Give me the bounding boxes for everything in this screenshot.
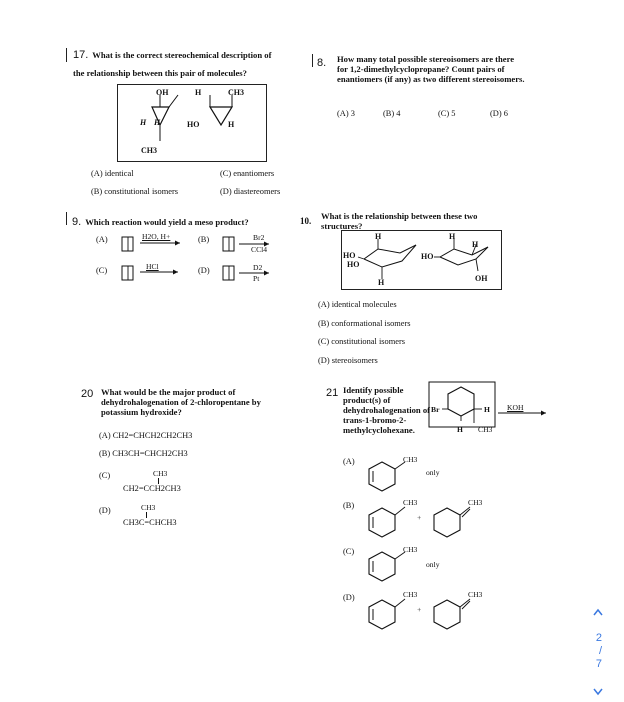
margin-mark [66, 48, 67, 62]
only-label: only [426, 468, 440, 477]
label-h: H [449, 232, 456, 241]
label-h: H [140, 118, 147, 127]
option-d[interactable]: (D) [343, 593, 355, 602]
question-17 [73, 45, 283, 81]
question-17-number: 17. [73, 49, 89, 61]
label-h: H [375, 232, 382, 241]
option-a[interactable]: (A) identical molecules [318, 300, 397, 309]
label-ch3: CH3 [478, 425, 493, 434]
question-10-number: 10. [300, 216, 312, 226]
label-h: H [228, 120, 235, 129]
label-ch3: CH3 [141, 146, 157, 155]
current-page: 2 [595, 632, 602, 644]
only-label: only [426, 560, 440, 569]
option-d[interactable]: (D) 6 [490, 109, 508, 118]
label-ho: HO [187, 120, 200, 129]
option-a[interactable]: (A) [343, 457, 355, 466]
option-b[interactable]: (B) 4 [383, 109, 401, 118]
option-a[interactable]: (A) 3 [337, 109, 355, 118]
page-separator: / [598, 645, 602, 657]
label-ho: HO [343, 251, 356, 260]
option-d[interactable]: (D) diastereomers [220, 187, 281, 196]
label-h: H [484, 405, 490, 414]
option-b[interactable]: (B) conformational isomers [318, 319, 411, 328]
option-c[interactable]: (C) 5 [438, 109, 456, 118]
label-oh: OH [156, 88, 169, 97]
label-ho: HO [347, 260, 360, 269]
option-b[interactable]: (B) [198, 235, 210, 244]
option-b[interactable]: (B) constitutional isomers [91, 187, 178, 196]
methyl-label: CH3 [403, 455, 418, 464]
option-c[interactable]: (C) constitutional isomers [318, 337, 405, 346]
margin-mark [312, 54, 313, 67]
total-pages: 7 [595, 658, 602, 670]
option-c[interactable]: (C) [343, 547, 355, 556]
option-b[interactable]: (B) CH3CH=CHCH2CH3 [99, 449, 188, 458]
question-20-number: 20 [81, 388, 94, 400]
label-oh: OH [475, 274, 488, 283]
question-20-text: What would be the major product of dehydrohalogenation of 2-chloropentane by potassium hydroxide? [101, 387, 261, 417]
option-c[interactable]: (C) [99, 471, 111, 480]
option-d-methyl: CH3 [141, 503, 156, 512]
margin-mark [66, 212, 67, 225]
option-c-formula: CH2=CCH2CH3 [123, 484, 181, 493]
label-ch3: CH3 [228, 88, 244, 97]
question-19-number: 9. [72, 216, 82, 228]
option-a[interactable]: (A) identical [91, 169, 134, 178]
reagent-d-bottom: Pt [253, 274, 260, 283]
methyl-label: CH3 [403, 590, 418, 599]
reaction-d [221, 262, 273, 284]
question-21-number: 21 [326, 387, 339, 399]
option-d-formula: CH3C=CHCH3 [123, 518, 177, 527]
plus-sign: + [417, 605, 422, 614]
label-h: H [472, 240, 479, 249]
question-19-text: Which reaction would yield a meso product? [85, 217, 249, 227]
label-ho: HO [421, 252, 434, 261]
label-h: H [154, 118, 161, 127]
q21-reaction-scheme [428, 381, 558, 441]
question-10-text: What is the relationship between these two structures? [321, 211, 478, 231]
question-17-text: What is the correct stereochemical description of the relationship between this pair of molecules? [73, 50, 272, 78]
page-up-button[interactable] [592, 604, 604, 620]
reagent-d-top: D2 [253, 263, 263, 272]
chevron-down-icon [592, 687, 604, 697]
plus-sign: + [417, 513, 422, 522]
reagent-koh: KOH [507, 403, 524, 412]
reagent-b-bottom: CCl4 [251, 245, 268, 254]
option-a[interactable]: (A) CH2=CHCH2CH2CH3 [99, 431, 193, 440]
label-h: H [195, 88, 202, 97]
methylene-label: CH3 [468, 498, 483, 507]
option-c[interactable]: (C) [96, 266, 108, 275]
option-d[interactable]: (D) [198, 266, 210, 275]
option-a[interactable]: (A) [96, 235, 108, 244]
question-19 [72, 212, 302, 230]
option-d[interactable]: (D) stereoisomers [318, 356, 378, 365]
option-c-methyl: CH3 [153, 469, 168, 478]
reagent-c: HCl [146, 262, 159, 271]
option-b[interactable]: (B) [343, 501, 355, 510]
label-h: H [457, 425, 463, 434]
page-down-button[interactable] [592, 684, 604, 702]
option-d[interactable]: (D) [99, 506, 111, 515]
question-21-text: Identify possible product(s) of dehydrohalogenation of trans-1-bromo-2-methylcyclohexane. [343, 385, 430, 435]
chevron-up-icon [592, 607, 604, 617]
methyl-label: CH3 [403, 498, 418, 507]
option-c[interactable]: (C) enantiomers [220, 169, 275, 178]
label-h: H [378, 278, 385, 287]
reagent-a: H2O, H+ [142, 232, 171, 241]
methyl-label: CH3 [403, 545, 418, 554]
label-br: Br [431, 405, 440, 414]
question-18-text: How many total possible stereoisomers are there for 1,2-dimethylcyclopropane? Count pairs of enantiomers (if any) as two different stereoisomers. [337, 54, 525, 84]
question-18-number: 8. [317, 57, 327, 69]
methylene-label: CH3 [468, 590, 483, 599]
reagent-b-top: Br2 [253, 233, 265, 242]
